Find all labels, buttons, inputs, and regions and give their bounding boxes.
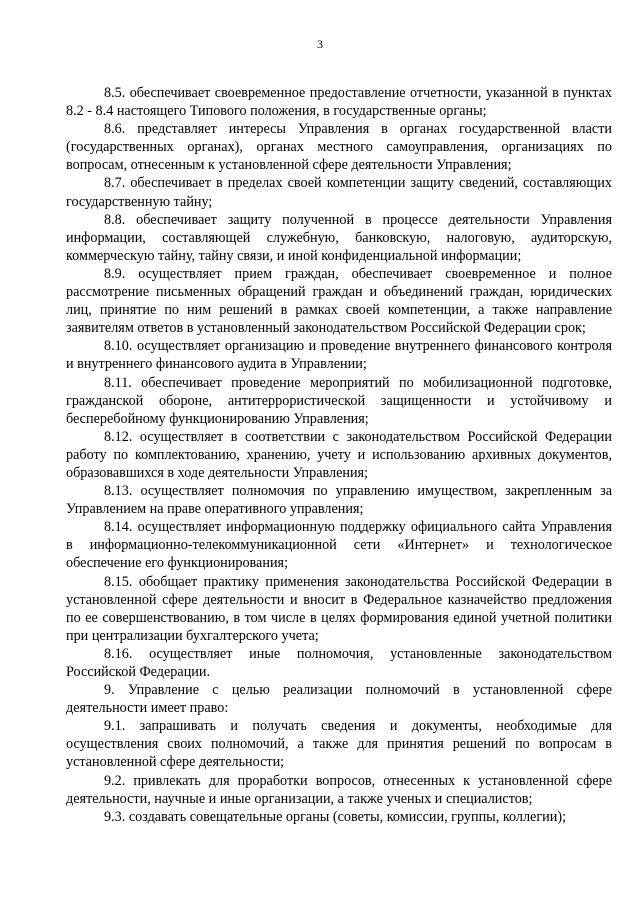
- paragraph-8-8: 8.8. обеспечивает защиту полученной в процессе деятельности Управления информации, составляющей служебную, банковскую, налоговую, аудиторскую, коммерческую тайну, тайну связи, и иной конфиденциальной информации;: [66, 211, 612, 264]
- paragraph-8-15: 8.15. обобщает практику применения законодательства Российской Федерации в установленной сфере деятельности и вносит в Федеральное казначейство предложения по ее совершенствованию, в том числе в целях формирования единой учетной политики при централизации бухгалтерского учета;: [66, 573, 612, 644]
- paragraph-8-14: 8.14. осуществляет информационную поддержку официального сайта Управления в информационно-телекоммуникационной сети «Интернет» и технологическое обеспечение его функционирования;: [66, 519, 612, 572]
- paragraph-9: 9. Управление с целью реализации полномочий в установленной сфере деятельности имеет право:: [66, 682, 612, 717]
- paragraph-8-9: 8.9. осуществляет прием граждан, обеспечивает своевременное и полное рассмотрение письменных обращений граждан и объединений граждан, юридических лиц, принятие по ним решений в рамках своей компетенции, а также направление заявителям ответов в установленный законодательством Российской Федерации срок;: [66, 265, 612, 337]
- paragraph-8-16: 8.16. осуществляет иные полномочия, установленные законодательством Российской Федерации.: [66, 645, 612, 680]
- paragraph-9-3: 9.3. создавать совещательные органы (советы, комиссии, группы, коллегии);: [104, 808, 567, 825]
- page-number: 3: [317, 37, 323, 51]
- paragraph-8-10: 8.10. осуществляет организацию и проведение внутреннего финансового контроля и внутреннего финансового аудита в Управлении;: [66, 338, 612, 373]
- paragraph-8-11: 8.11. обеспечивает проведение мероприятий по мобилизационной подготовке, гражданской обороне, антитеррористической защищенности и устойчивому и бесперебойному функционированию Управления;: [66, 374, 612, 427]
- paragraph-9-2: 9.2. привлекать для проработки вопросов, отнесенных к установленной сфере деятельности, научные и иные организации, а также ученых и специалистов;: [66, 772, 612, 807]
- paragraph-8-13: 8.13. осуществляет полномочия по управлению имуществом, закрепленным за Управлением на праве оперативного управления;: [66, 483, 612, 518]
- paragraph-9-1: 9.1. запрашивать и получать сведения и документы, необходимые для осуществления своих полномочий, а также для принятия решений по вопросам в установленной сфере деятельности;: [66, 718, 612, 771]
- document-body: [66, 84, 612, 826]
- paragraph-8-5: 8.5. обеспечивает своевременное предоставление отчетности, указанной в пунктах 8.2 - 8.4 настоящего Типового положения, в государственные органы;: [66, 85, 612, 120]
- paragraph-8-7: 8.7. обеспечивает в пределах своей компетенции защиту сведений, составляющих государственную тайну;: [66, 175, 612, 210]
- paragraph-8-6: 8.6. представляет интересы Управления в органах государственной власти (государственных органах), органах местного самоуправления, организациях по вопросам, отнесенным к установленной сфере деятельности Управления;: [66, 121, 612, 174]
- paragraph-8-12: 8.12. осуществляет в соответствии с законодательством Российской Федерации работу по комплектованию, хранению, учету и использованию архивных документов, образовавшихся в ходе деятельности Управления;: [66, 428, 612, 481]
